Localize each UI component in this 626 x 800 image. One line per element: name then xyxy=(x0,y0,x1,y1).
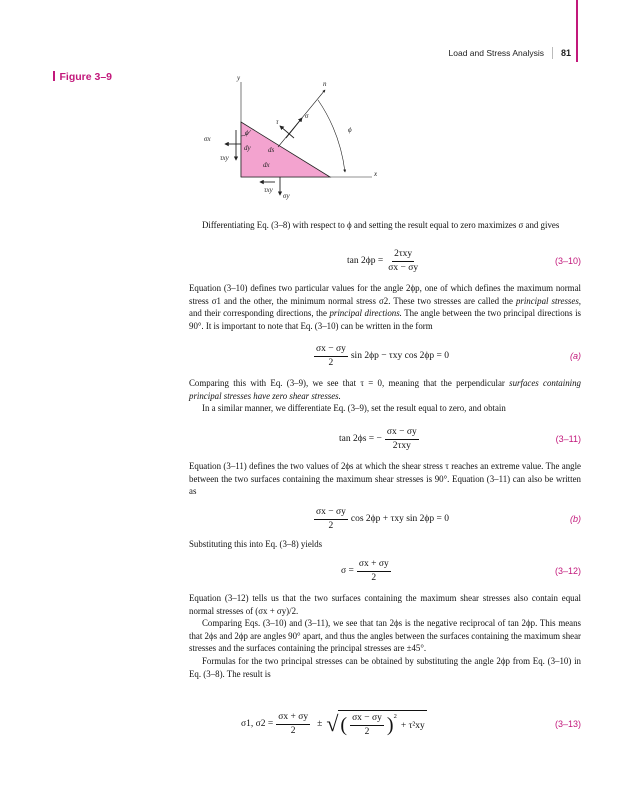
paragraph-text: Equation (3–10) defines two particular values for the angle 2ϕp, one of which defines the maximum normal stress σ1 and the other, the minimum normal stress σ2. These two stresses are called the xyxy=(189,283,581,306)
eq-denominator: 2 xyxy=(290,725,296,736)
equation-b xyxy=(189,505,581,533)
label-x: x xyxy=(374,170,378,178)
eq-numerator: σx − σy xyxy=(314,507,348,520)
eq-rest: cos 2ϕp + τxy sin 2ϕp = 0 xyxy=(350,514,450,524)
paragraph-shear-extreme xyxy=(189,460,581,498)
eq-lhs: tan 2ϕs = − xyxy=(339,434,382,444)
term-principal-directions: principal directions. xyxy=(329,308,402,319)
label-phi-axis: ϕ xyxy=(348,126,352,134)
label-dy: dy xyxy=(244,144,251,152)
equation-number: (3–12) xyxy=(554,566,581,576)
equation-3-10 xyxy=(189,247,581,275)
paragraph-text: Equation (3–11) defines the two values of 2ϕs at which the shear stress τ reaches an extreme value. The angle between the two surfaces containing the maximum shear stresses is 90°. Equation (3–11) can also be written as xyxy=(189,461,581,497)
eq-numerator: σx − σy xyxy=(314,344,348,357)
label-tau: τ xyxy=(276,118,279,126)
equation-number: (b) xyxy=(570,514,581,524)
label-sigma-y: σy xyxy=(283,192,290,200)
figure-label-text: Figure 3–9 xyxy=(59,71,113,83)
eq-rest: sin 2ϕp − τxy cos 2ϕp = 0 xyxy=(350,351,450,361)
sigma-arrow xyxy=(286,118,302,138)
paragraph-text: Substituting this into Eq. (3–8) yields xyxy=(189,539,323,549)
paragraph-differentiating xyxy=(189,219,581,232)
eq-inner-fraction xyxy=(350,713,384,738)
eq-lhs: tan 2ϕp = xyxy=(347,256,384,266)
paragraph-comparing xyxy=(189,377,581,415)
label-sigma: σ xyxy=(305,112,309,120)
paragraph-text: Equation (3–12) tells us that the two surfaces containing the maximum shear stresses also contain equal normal stresses of (σx + σy)/2. xyxy=(189,593,581,616)
eq-denominator: 2 xyxy=(371,572,377,583)
label-tau-xy-left: τxy xyxy=(220,154,229,162)
eq-power: 2 xyxy=(393,713,397,720)
eq-denominator: 2 xyxy=(328,357,334,368)
eq-fraction xyxy=(386,249,420,274)
sqrt-sign: √ xyxy=(326,711,339,736)
equation-number: (3–11) xyxy=(555,434,581,444)
equation-number: (3–13) xyxy=(554,719,581,729)
eq-plus-minus: ± xyxy=(317,719,323,729)
eq-fraction xyxy=(276,712,310,737)
label-dx: dx xyxy=(263,161,270,169)
eq-fraction xyxy=(385,427,419,452)
label-tau-xy-bottom: τxy xyxy=(264,186,273,194)
page-accent-bar xyxy=(576,0,578,62)
eq-tail: + τ²xy xyxy=(400,720,425,731)
equation-3-13 xyxy=(189,706,581,742)
eq-lhs: σ = xyxy=(341,566,354,576)
label-sigma-x: σx xyxy=(204,135,211,143)
paragraph-text: Formulas for the two principal stresses can be obtained by substituting the angle 2ϕp from Eq. (3–10) in Eq. (3–8). The result is xyxy=(189,655,581,679)
eq-numerator: 2τxy xyxy=(392,249,414,262)
paragraph-text: The angle between the two principal directions is 90°. It is important to note that Eq. (3–10) can be written in the form xyxy=(189,308,581,331)
paragraph-substituting xyxy=(189,538,581,551)
paragraph-text: and their corresponding directions, the xyxy=(189,308,330,319)
paren-close: ) xyxy=(386,714,394,736)
stress-element-figure xyxy=(190,72,380,202)
eq-inner-numerator: σx − σy xyxy=(350,713,384,726)
paren-open: ( xyxy=(340,714,348,736)
figure-label-bar xyxy=(53,71,55,81)
term-principal-stresses: principal stresses, xyxy=(515,295,582,306)
phi-arc-axis xyxy=(318,100,345,172)
sqrt-radicand xyxy=(338,710,426,738)
eq-lhs: σ1, σ2 = xyxy=(241,719,274,729)
equation-3-11 xyxy=(189,425,581,453)
eq-denominator: 2 xyxy=(328,520,334,531)
paragraph-equal-normal xyxy=(189,592,581,680)
page-number: 81 xyxy=(560,48,571,58)
figure-label xyxy=(53,71,112,83)
paragraph-text: In a similar manner, we differentiate Eq. (3–9), set the result equal to zero, and obtain xyxy=(202,403,506,414)
paragraph-text: Comparing this with Eq. (3–9), we see that τ = 0, meaning that the perpendicular xyxy=(189,378,510,388)
eq-numerator: σx − σy xyxy=(385,427,419,440)
eq-denominator: σx − σy xyxy=(388,262,419,273)
label-y: y xyxy=(237,74,241,82)
equation-3-12 xyxy=(189,557,581,585)
paragraph-principal-stresses xyxy=(189,282,581,332)
label-phi-inner: ϕ xyxy=(245,129,249,137)
eq-fraction xyxy=(314,344,348,369)
equation-a xyxy=(189,342,581,370)
equation-number: (a) xyxy=(570,351,581,361)
eq-inner-denominator: 2 xyxy=(364,727,370,737)
eq-denominator: 2τxy xyxy=(392,440,411,451)
equation-number: (3–10) xyxy=(554,256,581,266)
paragraph-text: Differentiating Eq. (3–8) with respect to ϕ and setting the result equal to zero maximizes σ and gives xyxy=(202,220,560,230)
eq-numerator: σx + σy xyxy=(276,712,310,725)
header-divider xyxy=(552,47,553,59)
running-header xyxy=(449,46,571,60)
label-n: n xyxy=(323,80,327,88)
eq-numerator: σx + σy xyxy=(357,559,391,572)
label-ds: ds xyxy=(268,146,275,154)
term-zero-shear: surfaces containing principal stresses have zero shear stresses. xyxy=(189,378,581,401)
eq-fraction xyxy=(357,559,391,584)
paragraph-text: Comparing Eqs. (3–10) and (3–11), we see that tan 2ϕs is the negative reciprocal of tan 2ϕp. This means that 2ϕs and 2ϕp are angles 90° apart, and thus the angles between the surfaces containing the maximum shear stresses and the surfaces containing the principal stresses are ±45°. xyxy=(189,618,581,654)
running-title: Load and Stress Analysis xyxy=(448,48,544,58)
eq-fraction xyxy=(314,507,348,532)
